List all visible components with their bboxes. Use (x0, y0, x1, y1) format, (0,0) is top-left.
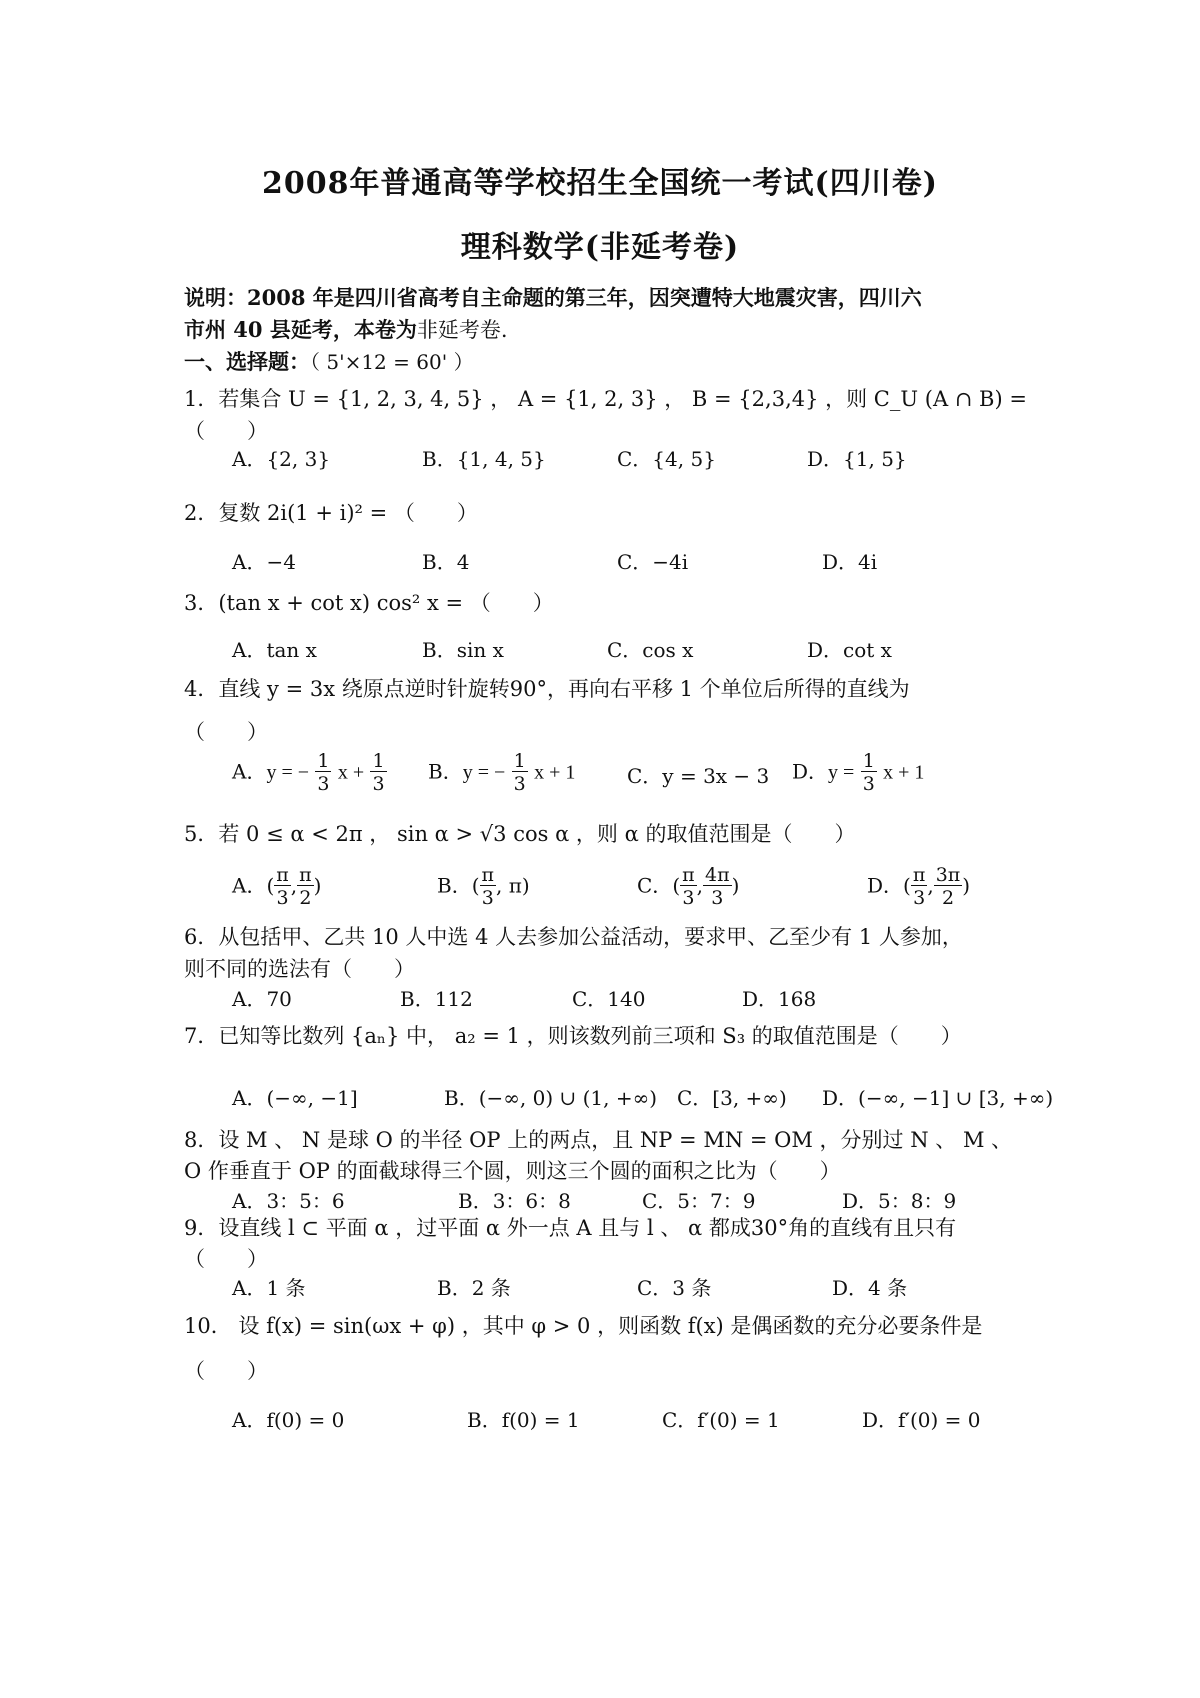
note-line-1: 说明：2008 年是四川省高考自主命题的第三年，因突遭特大地震灾害，四川六 (184, 285, 922, 310)
option-a[interactable]: A．tan x (232, 638, 317, 662)
option-c[interactable]: C．3 条 (637, 1276, 712, 1300)
option-a[interactable]: A．(−∞, −1] (232, 1086, 358, 1110)
option-b[interactable]: B．4 (422, 550, 470, 574)
option-d[interactable]: D．5：8：9 (842, 1189, 957, 1213)
question-6-stem: 6．从包括甲、乙共 10 人中选 4 人去参加公益活动，要求甲、乙至少有 1 人参加， (184, 925, 963, 949)
option-c[interactable]: C．cos x (607, 638, 694, 662)
option-a[interactable]: A．3：5：6 (232, 1189, 345, 1213)
question-2-stem: 2．复数 2i(1 + i)² = （ ） (184, 501, 478, 525)
page-subtitle: 理科数学(非延考卷) (460, 230, 740, 265)
option-d[interactable]: D．4 条 (832, 1276, 908, 1300)
option-b[interactable]: B．112 (400, 987, 473, 1011)
question-10-stem-cont: （ ） (184, 1359, 268, 1383)
option-a[interactable]: A．f(0) = 0 (232, 1408, 345, 1432)
option-c[interactable]: C．{4, 5} (617, 447, 716, 471)
question-6-stem-cont: 则不同的选法有（ ） (184, 957, 415, 981)
option-c[interactable]: C．140 (572, 987, 646, 1011)
section-points: （ 5'×12 = 60' ） (310, 350, 474, 374)
option-c[interactable]: C．−4i (617, 550, 689, 574)
option-d[interactable]: D．( $\frac{\pi}{3}$ , $\frac{3\pi}{2}$ ) (867, 864, 971, 909)
option-b[interactable]: B．3：6：8 (458, 1189, 571, 1213)
option-b[interactable]: B．2 条 (437, 1276, 511, 1300)
option-b[interactable]: B．y = − $\frac{1}{3}$ x + 1 (428, 750, 576, 795)
option-b[interactable]: B．{1, 4, 5} (422, 447, 546, 471)
option-c[interactable]: C．[3, +∞) (677, 1086, 787, 1110)
option-b[interactable]: B．(−∞, 0) ∪ (1, +∞) (444, 1086, 658, 1110)
option-d[interactable]: D．y = $\frac{1}{3}$ x + 1 (792, 750, 925, 795)
option-c[interactable]: C．5：7：9 (642, 1189, 756, 1213)
option-d[interactable]: D．cot x (807, 638, 892, 662)
option-d[interactable]: D．f′(0) = 0 (862, 1408, 981, 1432)
option-d[interactable]: D．4i (822, 550, 878, 574)
option-c[interactable]: C．y = 3x − 3 (627, 764, 770, 788)
option-b[interactable]: B．sin x (422, 638, 504, 662)
section-heading (184, 346, 474, 376)
option-a[interactable]: A．y = − $\frac{1}{3}$ x + $\frac{1}{3}$ (232, 750, 385, 795)
question-4-stem-cont: （ ） (184, 720, 268, 744)
section-label: 一、选择题： (184, 349, 310, 374)
option-a[interactable]: A．( $\frac{\pi}{3}$ , $\frac{\pi}{2}$ ) (232, 864, 322, 909)
page-title: 2008年普通高等学校招生全国统一考试(四川卷) (262, 166, 938, 201)
question-3-stem: 3．(tan x + cot x) cos² x = （ ） (184, 591, 554, 615)
option-c[interactable]: C．f′(0) = 1 (662, 1408, 780, 1432)
option-b[interactable]: B．( $\frac{\pi}{3}$ , π) (437, 864, 530, 909)
question-1-stem: 1．若集合 U = {1, 2, 3, 4, 5} ， A = {1, 2, 3} ， B = {2,3,4} ，则 C_U (A ∩ B) = （ ） (184, 387, 1027, 443)
option-b[interactable]: B．f(0) = 1 (467, 1408, 580, 1432)
question-10-stem: 10． 设 f(x) = sin(ωx + φ) ，其中 φ > 0 ，则函数 f(x) 是偶函数的充分必要条件是 (184, 1314, 983, 1338)
question-5-stem: 5．若 0 ≤ α < 2π ， sin α > √3 cos α ，则 α 的取值范围是（ ） (184, 822, 856, 846)
question-7-stem: 7．已知等比数列 {aₙ} 中， a₂ = 1 ，则该数列前三项和 S₃ 的取值范围是（ ） (184, 1024, 962, 1048)
exam-note (184, 282, 1024, 346)
question-8-stem-cont: O 作垂直于 OP 的面截球得三个圆，则这三个圆的面积之比为（ ） (184, 1159, 841, 1183)
option-a[interactable]: A．70 (232, 987, 292, 1011)
option-d[interactable]: D．168 (742, 987, 817, 1011)
option-d[interactable]: D．(−∞, −1] ∪ [3, +∞) (822, 1086, 1054, 1110)
question-9-stem: 9．设直线 l ⊂ 平面 α ，过平面 α 外一点 A 且与 l 、 α 都成30°角的直线有且只有 (184, 1216, 957, 1240)
option-a[interactable]: A．{2, 3} (232, 447, 331, 471)
option-c[interactable]: C．( $\frac{\pi}{3}$ , $\frac{4\pi}{3}$ ) (637, 864, 740, 909)
question-8-stem: 8．设 M 、 N 是球 O 的半径 OP 上的两点，且 NP = MN = OM ，分别过 N 、 M 、 (184, 1128, 1013, 1152)
option-a[interactable]: A．−4 (232, 550, 296, 574)
note-line-2: 市州 40 县延考，本卷为非延考卷. (184, 317, 508, 342)
question-9-stem-cont: （ ） (184, 1247, 268, 1271)
question-4-stem: 4．直线 y = 3x 绕原点逆时针旋转90°，再向右平移 1 个单位后所得的直线为 (184, 677, 910, 701)
option-d[interactable]: D．{1, 5} (807, 447, 907, 471)
option-a[interactable]: A．1 条 (232, 1276, 306, 1300)
